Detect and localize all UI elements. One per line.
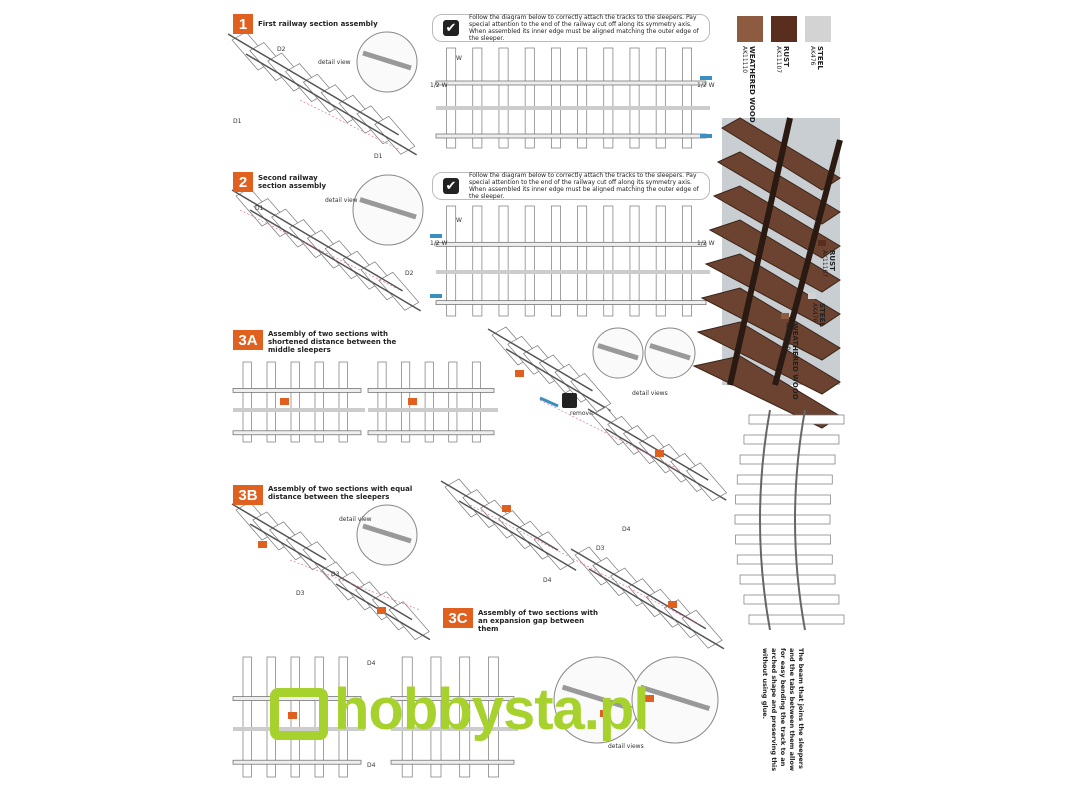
part-tag-1: [515, 370, 524, 377]
callout-rust: [821, 250, 836, 277]
paint-code: AK11107: [821, 250, 828, 278]
step-title-3b: Assembly of two sections with equal distance between the sleepers: [268, 485, 413, 501]
callout-rust-swatch: [818, 240, 826, 246]
step3a-plan-left-sleeper: [315, 362, 323, 442]
step1-plan-sleeper: [630, 48, 639, 148]
step3a-track-2-rail: [606, 429, 726, 500]
label-detail-views-1: detail views: [632, 390, 668, 397]
step3a-plan-right-sleeper: [449, 362, 457, 442]
paint-code: AK476: [811, 303, 818, 323]
step3b-track-1-rail: [232, 504, 326, 560]
step3c-track-1-rail: [459, 501, 576, 570]
step2-plan-sleeper: [656, 206, 665, 316]
label-detail-view-2: detail view: [325, 197, 358, 204]
label-d3: D3: [331, 571, 340, 578]
label-w: W: [456, 55, 462, 62]
step3a-plan-left-sleeper: [243, 362, 251, 442]
curved-sleeper: [736, 535, 831, 544]
check-icon: ✔: [443, 178, 459, 194]
step2-plan-sleeper: [473, 206, 482, 316]
label-remove: remove: [570, 410, 593, 417]
step1-plan-sleeper: [604, 48, 613, 148]
paint-code: AK11107: [775, 46, 782, 74]
callout-steel-swatch: [808, 293, 816, 299]
step3a-plan-right-rail: [368, 431, 494, 435]
curved-sleeper: [736, 495, 831, 504]
step3a-plan-right-sleeper: [425, 362, 433, 442]
paint-code: AK476: [809, 46, 816, 66]
curved-sleeper: [735, 515, 830, 524]
paint-name: STEEL: [816, 46, 824, 70]
step3a-plan-left-rail: [233, 431, 361, 435]
part-tag-2: [377, 607, 386, 614]
guide-line: [290, 560, 420, 610]
curved-sleeper: [744, 435, 839, 444]
step-title-3a: Assembly of two sections with shortened distance between the middle sleepers: [268, 330, 397, 354]
step2-plan-sleeper: [499, 206, 508, 316]
step2-plan-rail: [436, 301, 706, 305]
paint-name: RUST: [782, 46, 790, 67]
bending-note: The beam that joins the sleepers and the tabs between them allow for easy bending the track to an arched shape and preserving this without using glue.: [761, 648, 805, 772]
curved-sleeper: [740, 575, 835, 584]
label-half-w-left-2: 1/2 W: [430, 240, 448, 247]
label-d2: D2: [277, 46, 286, 53]
label-d2-2: D2: [405, 270, 414, 277]
curved-sleeper: [737, 475, 832, 484]
info-box-1: [432, 14, 710, 42]
check-icon: ✔: [443, 20, 459, 36]
logo-icon: [270, 688, 328, 740]
paint-name: WEATHERED WOOD: [748, 46, 756, 123]
bottom-plan-right-rail: [391, 760, 514, 764]
paint-code: AK11110: [741, 46, 748, 74]
step-title-2: Second railway section assembly: [258, 174, 327, 190]
paint-steel: [809, 46, 824, 70]
step2-plan-sleeper: [578, 206, 587, 316]
step2-plan-sleeper: [551, 206, 560, 316]
label-d4-b: D4: [543, 577, 552, 584]
part-tag-2: [408, 398, 417, 405]
label-d1: D1: [233, 118, 242, 125]
removed-part: [540, 398, 558, 406]
cut-marker: [430, 294, 442, 298]
part-tag-1: [502, 505, 511, 512]
watermark-logo: [270, 676, 648, 743]
step2-plan-rail: [436, 242, 706, 246]
step-title-1: First railway section assembly: [258, 20, 378, 28]
label-d4: D4: [622, 526, 631, 533]
remove-icon: [562, 393, 577, 408]
step3a-plan-left-sleeper: [267, 362, 275, 442]
label-d3-c: D3: [596, 545, 605, 552]
cut-marker: [430, 234, 442, 238]
step1-plan-rail: [436, 81, 706, 85]
curved-sleeper: [749, 615, 844, 624]
step3a-plan-right-rail: [368, 388, 494, 392]
curved-sleeper: [749, 415, 844, 424]
label-d3-b: D3: [296, 590, 305, 597]
step3a-plan-left-rail: [233, 388, 361, 392]
step-badge-3c: 3C: [443, 608, 473, 628]
cut-marker: [700, 134, 712, 138]
label-detail-view-1: detail view: [318, 59, 351, 66]
step3a-plan-right-sleeper: [472, 362, 480, 442]
step-title-3c: Assembly of two sections with an expansion gap between them: [478, 609, 598, 633]
swatch-steel: [805, 16, 831, 42]
step1-plan-sleeper: [656, 48, 665, 148]
step-badge-3a: 3A: [233, 330, 263, 350]
label-d4-c: D4: [367, 660, 376, 667]
paint-weathered-wood: [741, 46, 756, 123]
label-w-2: W: [456, 217, 462, 224]
curved-sleeper: [737, 555, 832, 564]
paint-rust: [775, 46, 790, 73]
label-half-w-left: 1/2 W: [430, 82, 448, 89]
part-tag-1: [280, 398, 289, 405]
step2-plan-sleeper: [630, 206, 639, 316]
label-detail-view-3: detail view: [339, 516, 372, 523]
step1-plan-sleeper: [551, 48, 560, 148]
step1-plan-sleeper: [525, 48, 534, 148]
part-tag-2: [655, 450, 664, 457]
step2-plan-sleeper: [447, 206, 456, 316]
callout-wood-swatch: [781, 313, 789, 319]
paint-code: AK11110: [784, 323, 791, 351]
curved-sleeper: [740, 455, 835, 464]
step2-plan-sleeper: [604, 206, 613, 316]
bottom-plan-left-rail: [233, 760, 361, 764]
watermark-text: hobbysta.pl: [334, 677, 649, 742]
swatch-weathered-wood: [737, 16, 763, 42]
label-half-w-right: 1/2 W: [697, 82, 715, 89]
step3a-plan-left-sleeper: [291, 362, 299, 442]
step1-plan-sleeper: [499, 48, 508, 148]
step1-plan-sleeper: [578, 48, 587, 148]
part-tag-1: [258, 541, 267, 548]
step1-plan-sleeper: [682, 48, 691, 148]
label-half-w-right-2: 1/2 W: [697, 240, 715, 247]
step1-plan-rail: [436, 134, 706, 138]
step3a-track-2-rail: [588, 409, 708, 480]
paint-name: RUST: [828, 250, 836, 271]
step3c-track-1-rail: [441, 481, 558, 550]
callout-weathered-wood: [784, 323, 799, 400]
info-text-1: Follow the diagram below to correctly attach the tracks to the sleepers. Pay special attention to the end of the railway cut off along its symmetry axis. When assembled its inner edge must be aligned matching the outer edge of the sleeper.: [469, 14, 699, 42]
step2-plan-sleeper: [525, 206, 534, 316]
paint-name: WEATHERED WOOD: [791, 323, 799, 400]
label-d4-d: D4: [367, 762, 376, 769]
label-d1-b: D1: [374, 153, 383, 160]
label-detail-views-2: detail views: [608, 743, 644, 750]
step-badge-1: 1: [233, 14, 253, 34]
step1-plan-sleeper: [473, 48, 482, 148]
info-box-2: [432, 172, 710, 200]
step-badge-2: 2: [233, 172, 253, 192]
swatch-rust: [771, 16, 797, 42]
step3c-track-2-rail: [589, 569, 724, 649]
curved-sleeper: [744, 595, 839, 604]
step-badge-3b: 3B: [233, 485, 263, 505]
step3a-plan-left-sleeper: [339, 362, 347, 442]
step3a-track-1-rail: [488, 329, 593, 391]
step1-plan-sleeper: [447, 48, 456, 148]
bottom-plan-left-sleeper: [243, 657, 251, 777]
step3a-plan-right-sleeper: [378, 362, 386, 442]
part-tag-2: [668, 601, 677, 608]
info-text-2: Follow the diagram below to correctly attach the tracks to the sleepers. Pay special attention to the end of the railway cut off along its symmetry axis. When assembled its inner edge must be aligned matching the outer edge of the sleeper.: [469, 172, 699, 200]
callout-steel: [811, 303, 826, 327]
cut-marker: [700, 76, 712, 80]
paint-name: STEEL: [818, 303, 826, 327]
step2-plan-sleeper: [682, 206, 691, 316]
label-d1-2: D1: [255, 205, 264, 212]
